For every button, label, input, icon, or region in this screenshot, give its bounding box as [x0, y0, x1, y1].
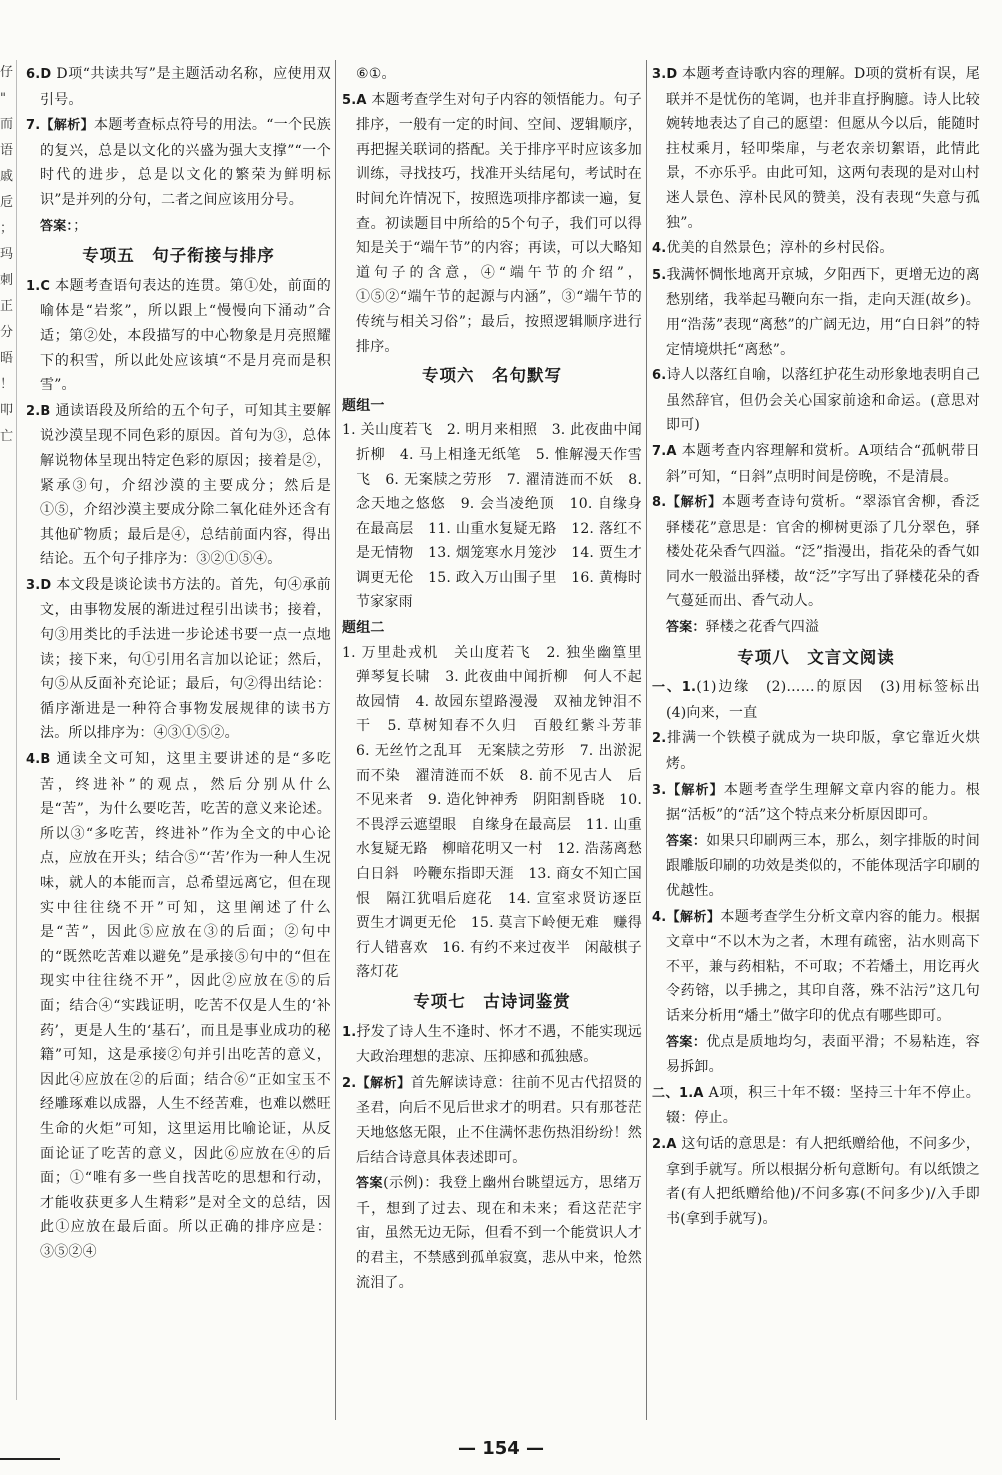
item-number: 3.D	[652, 67, 678, 82]
item-text: 诗人以落红自喻，以落红护花生动形象地表明自己虽然辞官，但仍会关心国家前途和命运。(意思对即可)	[666, 367, 980, 434]
answer-item	[652, 675, 995, 725]
item-number: 答案	[356, 1176, 384, 1192]
item-text: 优美的自然景色；淳朴的乡村民俗。	[666, 240, 894, 257]
corner-rule	[0, 1458, 60, 1460]
item-text: 首先解读诗意：往前不见古代招贤的圣君，向后不见后世求才的明君。只有那苍茫天地悠悠无限，止不住满怀悲伤热泪纷纷！然后结合诗意具体表述即可。	[356, 1074, 642, 1166]
group-heading: 题组二	[342, 620, 385, 637]
item-number: 1.	[342, 1024, 357, 1040]
answer-item	[652, 236, 980, 262]
item-text: 抒发了诗人生不逢时、怀才不遇，不能实现远大政治理想的悲凉、压抑感和孤独感。	[356, 1023, 642, 1066]
answer-item	[342, 1071, 642, 1170]
item-number: 2.A	[652, 1136, 677, 1152]
item-number: 1.C	[26, 278, 51, 294]
answer-item	[26, 62, 331, 112]
previous-page-edge: 仔 " 而 语 戚 卮 ； 玛 刺 正 分 晤 ！ 叩 亡	[0, 60, 17, 1400]
answer-item	[652, 62, 980, 235]
item-number: 8.【解析】	[652, 495, 722, 511]
item-number: 2.B	[26, 403, 51, 419]
item-number: 5.	[652, 267, 667, 283]
item-number: 答案：	[666, 833, 707, 849]
answer-item	[342, 88, 642, 360]
answer-item	[652, 439, 980, 489]
column-left	[26, 62, 331, 1432]
answer-item	[652, 615, 980, 641]
item-number: 6.D	[26, 67, 52, 82]
answer-item	[652, 1030, 980, 1080]
item-number: 3.D	[26, 577, 52, 593]
item-text: 通读语段及所给的五个句子，可知其主要解说沙漠呈现不同色彩的原因。首句为③，总体解说物体呈现出特定色彩的原因；接着是②，紧承③句，介绍沙漠的主要成分；然后是①⑤，介绍沙漠主要成分除二氧化硅外还含有其他矿物质；最后是④，总结前面内容，得出结论。五个句子排序为：③②①⑤④。	[40, 402, 331, 568]
item-number: 3.【解析】	[652, 782, 724, 798]
answer-item	[342, 62, 642, 87]
item-number: 二、1.A	[652, 1085, 704, 1101]
column-right	[652, 62, 995, 1432]
answer-item	[652, 1081, 980, 1131]
item-text: 1. 万里赴戎机 关山度若飞 2. 独坐幽篁里 弹琴复长啸 3. 此夜曲中闻折柳 何人不起故园情 4. 故园东望路漫漫 双袖龙钟泪不干 5. 草树知春不久归 百般红紫斗芳菲 6. 无丝竹之乱耳 无案牍之劳形 7. 出淤泥而不染 濯清涟而不妖 8. 前不见古人 后不见来者 9. 造化钟神秀 阴阳割昏晓 10. 不畏浮云遮望眼 自缘身在最高层 11. 山重水复疑无路 柳暗花明又一村 12. 浩荡离愁白日斜 吟鞭东指即天涯 13. 商女不知亡国恨 隔江犹唱后庭花 14. 宣室求贤访逐臣 贾生才调更无伦 15. 莫言下岭便无难 赚得行人错喜欢 16. 有约不来过夜半 闲敲棋子落灯花	[342, 644, 657, 981]
item-number: 4.B	[26, 752, 51, 768]
item-text: 优点是质地均匀，表面平滑；不易粘连，容易拆卸。	[666, 1033, 980, 1076]
answer-item	[652, 829, 980, 904]
group-heading: 题组一	[342, 397, 385, 414]
item-text: 我满怀惆怅地离开京城，夕阳西下，更增无边的离愁别绪，我举起马鞭向东一指，走向天涯(故乡)。用“浩荡”表现“离愁”的广阔无边，用“白日斜”的特定情境烘托“离愁”。	[666, 266, 980, 358]
column-divider-1	[335, 60, 336, 1420]
item-text: 驿楼之花香气四溢	[705, 619, 820, 636]
item-number: 答案：	[40, 218, 74, 234]
answer-item	[26, 399, 331, 572]
item-text: D项“共读共写”是主题活动名称，应使用双引号。	[40, 66, 331, 108]
item-text: (1)边缘 (2)……的原因 (3)用标签标出 (4)向来，一直	[666, 679, 995, 721]
item-text: 1. 关山度若飞 2. 明月来相照 3. 此夜曲中闻折柳 4. 马上相逢无纸笔 5. 惟解漫天作雪飞 6. 无案牍之劳形 7. 濯清涟而不妖 8. 念天地之悠悠 9. 会当凌绝顶 10. 自缘身在最高层 11. 山重水复疑无路 12. 落红不是无情物 13. 烟笼寒水月笼沙 14. 贾生才调更无伦 15. 政入万山围子里 16. 黄梅时节家家雨	[342, 422, 642, 611]
column-middle	[342, 62, 657, 1432]
answer-item	[652, 1132, 980, 1231]
item-number: 7.【解析】	[26, 118, 94, 134]
answer-item	[652, 726, 980, 776]
item-number: 4.【解析】	[652, 909, 721, 925]
item-number: 6.	[652, 368, 667, 384]
item-text: 本题考查诗歌内容的理解。D项的赏析有误，尾联并不是忧伤的笔调，也并非直抒胸臆。诗人比较婉转地表达了自己的愿望：但愿从今以后，能随时拄杖乘月，轻叩柴扉，与老农亲切絮语，此情此景，不亦乐乎。由此可知，这两句表现的是对山村迷人景色、淳朴民风的赞美，没有表现“失意与孤独”。	[666, 66, 980, 231]
answer-item	[652, 363, 980, 438]
item-text: 排满一个铁模子就成为一块印版，拿它靠近火烘烤。	[666, 730, 980, 773]
item-number: 4.	[652, 241, 667, 257]
column-divider-2	[646, 60, 647, 1420]
item-text: 通读全文可知，这里主要讲述的是“多吃苦，终进补”的观点，然后分别从什么是“苦”，为什么要吃苦，吃苦的意义来论述。所以③“多吃苦，终进补”作为全文的中心论点，应放在开头；结合⑤“‘苦’作为一种人生况味，就人的本能而言，总希望远离它，但在现实中往往绕不开”可知，这里阐述了什么是“苦”，因此⑤应放在③的后面；②句中的“既然吃苦难以避免”是承接⑤句中的“但在现实中往往绕不开”，因此②应放在⑤的后面；结合④“实践证明，吃苦不仅是人生的‘补药’，更是人生的‘基石’，而且是事业成功的秘籍”可知，这是承接②句并引出吃苦的意义，因此④应放在②的后面；结合⑥“正如宝玉不经雕琢难以成器，人生不经苦难，也难以燃旺生命的火炬”可知，这里运用比喻论证，从反面论证了吃苦的意义，因此⑥应放在④的后面；①“唯有多一些自找苦吃的思想和行动，才能收获更多人生精彩”是对全文的总结，因此①应放在最后面。所以正确的排序应是：③⑤②④	[40, 751, 331, 1260]
item-text: 本题考查内容理解和赏析。A项结合“孤帆带日斜”可知，“日斜”点明时间是傍晚，不是清晨。	[666, 442, 980, 485]
answer-item	[652, 778, 980, 828]
section-heading: 专项七 古诗词鉴赏	[413, 991, 571, 1011]
section-heading: 专项六 名句默写	[422, 366, 562, 386]
item-text: 本文段是谈论读书方法的。首先，句④承前文，由事物发展的渐进过程引出读书；接着，句③用类比的手法进一步论述书要一点一点地读；接下来，句①引用名言加以论证；然后，句⑤从反面补充论证；最后，句②得出结论：循序渐进是一种符合事物发展规律的读书方法。所以排序为：④③①⑤②。	[40, 576, 331, 742]
item-number: 7.A	[652, 443, 677, 459]
answer-item	[26, 573, 331, 746]
answer-item	[652, 263, 980, 362]
item-text: 本题考查学生对句子内容的领悟能力。句子排序，一般有一定的时间、空间、逻辑顺序，再把握关联词的搭配。关于排序平时应该多加训练，寻找技巧，找准开头结尾句，考试时在时间允许情况下，按照选项排序都读一遍，复查。初读题目中所给的5个句子，我们可以得知是关于“端午节”的内容；再读，可以大略知道句子的含意，④“端午节的介绍”，①⑤②“端午节的起源与内涵”，③“端午节的传统与相关习俗”；最后，按照逻辑顺序进行排序。	[356, 91, 642, 355]
item-number: 答案：	[666, 620, 706, 636]
item-number: 答案：	[666, 1034, 707, 1050]
answer-item	[342, 1020, 642, 1070]
item-text: A项，积三十年不辍：坚持三十年不停止。辍：停止。	[666, 1084, 980, 1127]
item-text: 这句话的意思是：有人把纸赠给他，不问多少，拿到手就写。所以根据分析句意断句。有以纸馈之者(有人把纸赠给他)/不问多寡(不问多少)/入手即书(拿到手就写)。	[666, 1135, 980, 1227]
page-number: — 154 —	[457, 1438, 545, 1459]
item-text: 如果只印刷两三本，那么，刻字排版的时间跟雕版印刷的功效是类似的，不能体现活字印刷的优越性。	[666, 832, 980, 899]
item-text: ；	[73, 217, 88, 234]
item-text: 本题考查语句表达的连贯。第①处，前面的喻体是“岩浆”，所以跟上“慢慢向下涌动”合适；第②处，本段描写的中心物象是月亮照耀下的积雪，所以此处应该填“不是月亮而是积雪”。	[40, 277, 331, 394]
item-number: 2.【解析】	[342, 1075, 411, 1091]
answer-item	[26, 747, 331, 1264]
answer-item	[342, 1171, 642, 1295]
item-text: 本题考查诗句赏析。“翠添官舍柳，香泛驿楼花”意思是：官舍的柳树更添了几分翠色，驿楼处花朵香气四溢。“泛”指漫出，指花朵的香气如同水一般溢出驿楼，故“泛”字写出了驿楼花朵的香气蔓延而出、香气动人。	[666, 494, 980, 610]
answer-item	[652, 905, 980, 1029]
answer-item	[342, 418, 642, 615]
section-heading: 专项八 文言文阅读	[737, 647, 895, 667]
item-text: 本题考查学生理解文章内容的能力。根据“活板”的“活”这个特点来分析原因即可。	[666, 781, 980, 824]
item-text: 本题考查标点符号的用法。“一个民族的复兴，总是以文化的兴盛为强大支撑”“一个时代的进步，总是以文化的繁荣为鲜明标识”是并列的分句，二者之间应该用分号。	[40, 117, 332, 208]
answer-item	[26, 113, 331, 212]
item-number: 2.	[652, 731, 667, 747]
answer-item	[342, 641, 657, 985]
item-text: ⑥①。	[356, 66, 396, 82]
item-number: 一、1.	[652, 680, 697, 696]
item-text: 本题考查学生分析文章内容的能力。根据文章中“不以木为之者，木理有疏密，沾水则高下不平，兼与药相粘，不可取；不若燔土，用讫再火令药镕，以手拂之，其印自落，殊不沾污”这几句话来分析用“燔土”做字印的优点有哪些即可。	[666, 908, 980, 1024]
answer-item	[26, 214, 331, 240]
answer-item	[652, 490, 980, 614]
item-number: 5.A	[342, 92, 367, 108]
answer-item	[26, 274, 331, 398]
item-text: (示例)：我登上幽州台眺望远方，思绪万千，想到了过去、现在和未来；看这茫茫宇宙，虽然无边无际，但看不到一个能赏识人才的君主，不禁感到孤单寂寞，悲从中来，怆然流泪了。	[356, 1175, 642, 1291]
section-heading: 专项五 句子衔接与排序	[82, 246, 275, 266]
